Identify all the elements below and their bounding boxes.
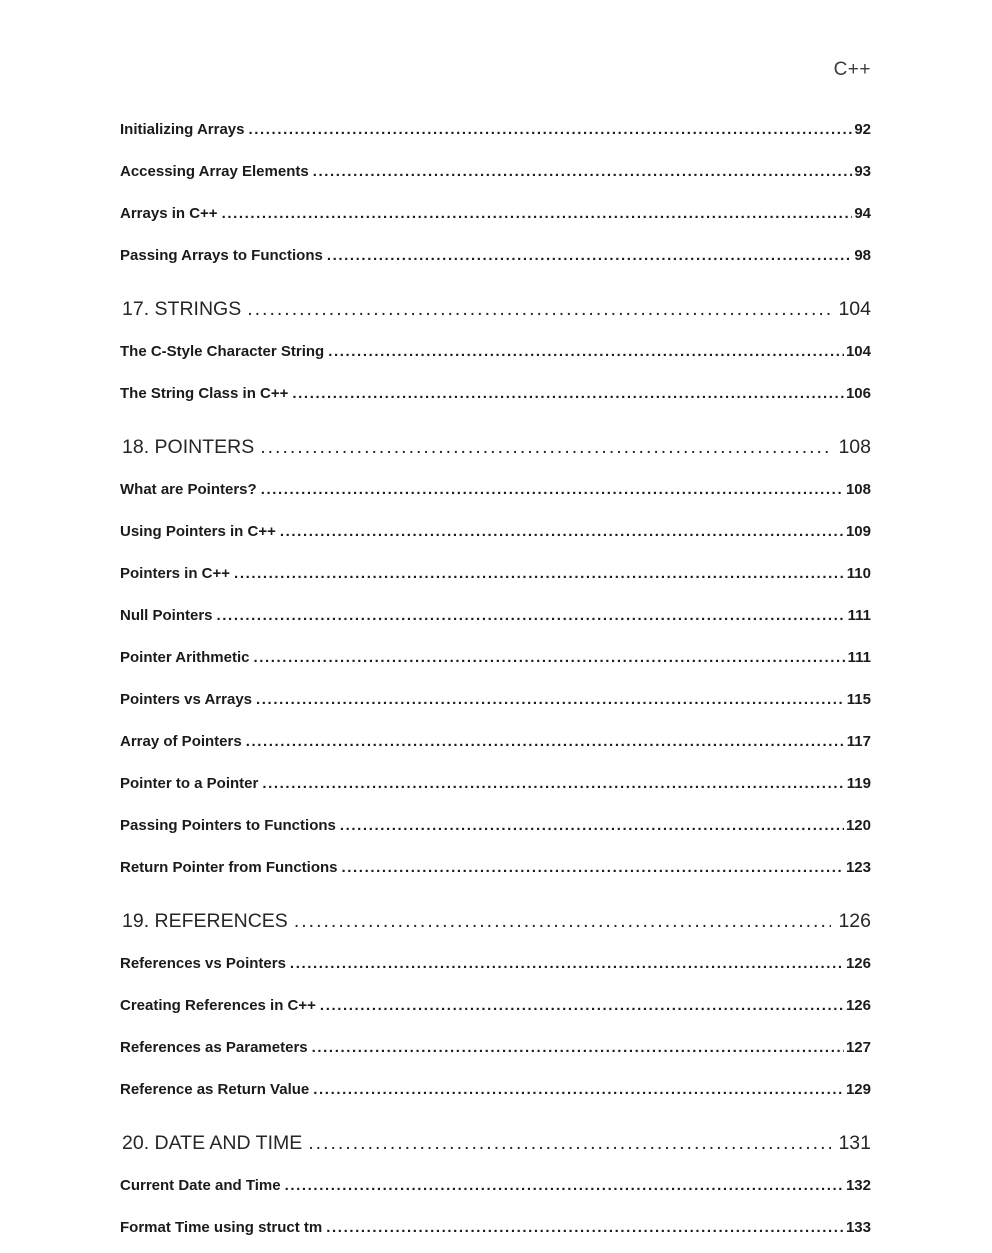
toc-entry-title: Pointers vs Arrays [120,691,253,708]
toc-entry-title: References vs Pointers [120,955,286,972]
toc-entry-title: Accessing Array Elements [120,163,309,180]
toc-chapter-entry[interactable] [120,1121,871,1165]
toc-entry[interactable] [120,595,871,637]
toc-entry-page: 108 [838,436,871,458]
toc-entry-page: 126 [845,955,871,972]
toc-entry-title: The String Class in C++ [120,385,289,402]
toc-entry-title: 19. REFERENCES [122,910,288,932]
toc-entry[interactable] [120,235,871,277]
toc-entry-page: 120 [845,817,871,834]
toc-entry[interactable] [120,373,871,415]
table-of-contents [120,109,871,1249]
dot-leader [217,595,846,637]
toc-entry-title: Using Pointers in C++ [120,523,276,540]
toc-entry-title: Return Pointer from Functions [120,859,338,876]
toc-entry-title: Array of Pointers [120,733,242,750]
dot-leader [262,763,844,805]
toc-entry-page: 106 [845,385,871,402]
dot-leader [248,109,852,151]
toc-entry-page: 104 [845,343,871,360]
dot-leader [328,331,844,373]
toc-entry[interactable] [120,469,871,511]
toc-entry-title: Passing Pointers to Functions [120,817,336,834]
toc-entry-title: The C-Style Character String [120,343,325,360]
toc-entry[interactable] [120,679,871,721]
toc-entry[interactable] [120,805,871,847]
toc-entry-page: 133 [845,1219,871,1236]
toc-entry-title: Pointer to a Pointer [120,775,259,792]
dot-leader [285,1165,844,1207]
toc-entry-page: 92 [854,121,871,138]
dot-leader [290,943,844,985]
toc-entry-page: 117 [846,733,871,750]
toc-entry-page: 108 [845,481,871,498]
dot-leader [234,553,845,595]
toc-entry[interactable] [120,109,871,151]
toc-entry-title: Pointers in C++ [120,565,231,582]
dot-leader [340,805,844,847]
toc-entry-page: 104 [838,298,871,320]
dot-leader [280,511,844,553]
toc-entry-title: Pointer Arithmetic [120,649,250,666]
document-running-header: C++ [833,59,871,80]
toc-entry-page: 93 [854,163,871,180]
dot-leader [327,235,852,277]
toc-entry[interactable] [120,511,871,553]
toc-entry-page: 111 [847,649,871,666]
dot-leader [313,1069,844,1111]
toc-chapter-entry[interactable] [120,287,871,331]
toc-entry-page: 94 [854,205,871,222]
toc-entry[interactable] [120,1069,871,1111]
toc-entry-page: 115 [846,691,871,708]
toc-entry-page: 98 [854,247,871,264]
toc-entry[interactable] [120,943,871,985]
toc-entry[interactable] [120,1165,871,1207]
toc-entry[interactable] [120,763,871,805]
dot-leader [342,847,844,889]
toc-entry[interactable] [120,985,871,1027]
toc-entry[interactable] [120,847,871,889]
toc-entry[interactable] [120,553,871,595]
toc-entry-title: 18. POINTERS [122,436,255,458]
dot-leader [260,425,831,469]
toc-entry[interactable] [120,151,871,193]
toc-entry-title: Initializing Arrays [120,121,245,138]
toc-entry-page: 126 [845,997,871,1014]
dot-leader [222,193,853,235]
dot-leader [261,469,844,511]
toc-entry-title: Creating References in C++ [120,997,316,1014]
dot-leader [308,1121,831,1165]
toc-entry[interactable] [120,637,871,679]
toc-entry-title: Format Time using struct tm [120,1219,323,1236]
toc-entry[interactable] [120,1207,871,1249]
toc-entry-title: 20. DATE AND TIME [122,1132,303,1154]
toc-entry[interactable] [120,193,871,235]
toc-entry[interactable] [120,331,871,373]
dot-leader [312,1027,844,1069]
toc-entry-page: 126 [838,910,871,932]
dot-leader [294,899,832,943]
toc-entry-page: 132 [845,1177,871,1194]
toc-entry-title: Passing Arrays to Functions [120,247,323,264]
toc-entry-page: 123 [845,859,871,876]
toc-chapter-entry[interactable] [120,899,871,943]
toc-entry-page: 119 [846,775,871,792]
dot-leader [256,679,845,721]
toc-entry[interactable] [120,721,871,763]
toc-entry-title: Current Date and Time [120,1177,281,1194]
toc-entry-page: 127 [845,1039,871,1056]
dot-leader [326,1207,844,1249]
dot-leader [247,287,831,331]
dot-leader [253,637,845,679]
dot-leader [246,721,845,763]
toc-entry-title: Reference as Return Value [120,1081,310,1098]
toc-chapter-entry[interactable] [120,425,871,469]
toc-entry-page: 110 [846,565,871,582]
toc-entry-title: Null Pointers [120,607,213,624]
dot-leader [313,151,853,193]
toc-entry-title: What are Pointers? [120,481,257,498]
toc-entry-page: 111 [847,607,871,624]
toc-entry-page: 129 [845,1081,871,1098]
toc-entry-title: 17. STRINGS [122,298,242,320]
toc-entry-page: 131 [838,1132,871,1154]
toc-entry-page: 109 [845,523,871,540]
dot-leader [320,985,844,1027]
dot-leader [292,373,844,415]
toc-entry-title: References as Parameters [120,1039,308,1056]
toc-entry[interactable] [120,1027,871,1069]
toc-entry-title: Arrays in C++ [120,205,218,222]
